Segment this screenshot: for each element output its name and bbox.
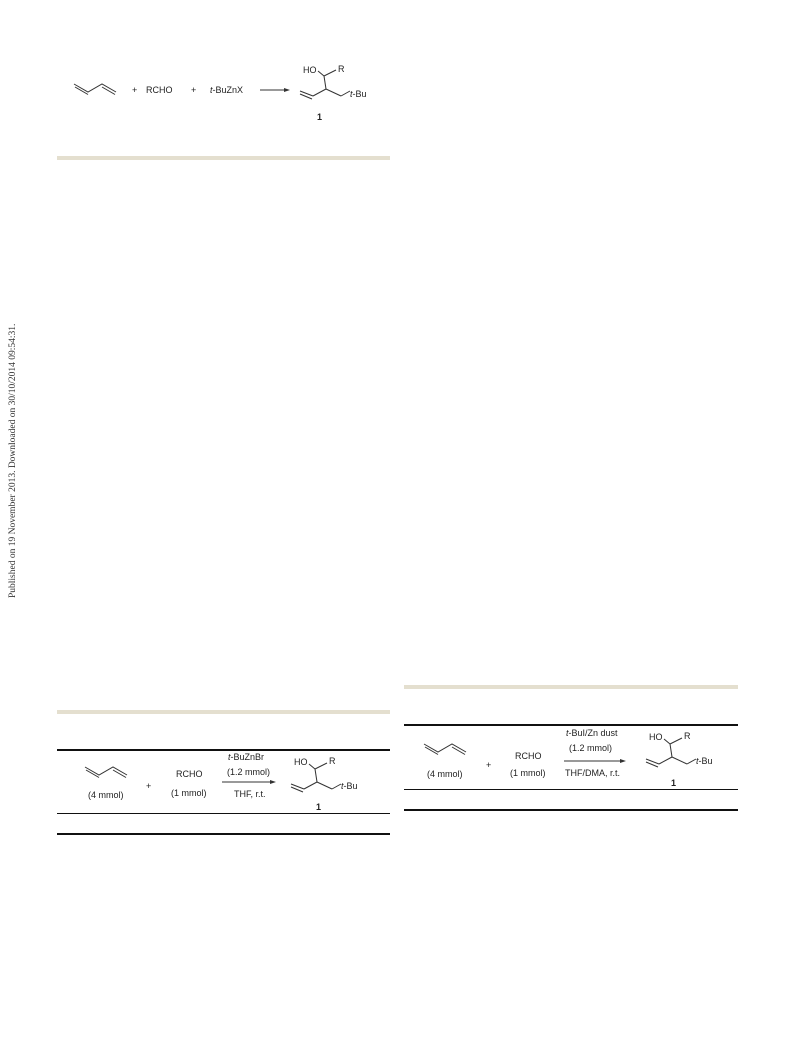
reaction-conditions: THF/DMA, r.t. (565, 768, 620, 778)
compound-number: 1 (671, 778, 677, 788)
butadiene-structure (74, 84, 116, 95)
compound-number: 1 (316, 802, 322, 811)
aldehyde-label: RCHO (515, 751, 542, 761)
aldehyde-label: RCHO (176, 769, 203, 779)
reaction-arrow (222, 780, 276, 784)
product-r-label: R (338, 64, 345, 74)
plus-sign: + (132, 85, 138, 95)
plus-sign: + (146, 781, 152, 791)
butadiene-structure (85, 767, 127, 778)
butadiene-structure (424, 744, 466, 755)
product-r-label: R (329, 756, 336, 766)
reaction-arrow (564, 759, 626, 763)
aldehyde-amount: (1 mmol) (510, 768, 546, 778)
reagent-amount: (1.2 mmol) (569, 743, 613, 753)
table-bottom-rule (404, 809, 738, 811)
aldehyde-label: RCHO (146, 85, 173, 95)
reaction-table-right-drawing (404, 726, 738, 788)
section-divider (57, 156, 390, 160)
zinc-reagent-label: t-BuI/Zn dust (566, 728, 618, 738)
diene-amount: (4 mmol) (88, 790, 124, 800)
publication-stamp: Published on 19 November 2013. Downloaded on 30/10/2014 09:54:31. (8, 323, 18, 598)
table-caption-divider (57, 710, 390, 714)
product-tbu-label: t-Bu (341, 781, 358, 791)
product-tbu-label: t-Bu (350, 89, 367, 99)
product-ho-label: HO (649, 732, 663, 742)
reaction-table-right (404, 726, 738, 788)
compound-number: 1 (317, 112, 323, 122)
reaction-arrow (260, 88, 290, 92)
reaction-table-left-drawing (57, 751, 390, 811)
reaction-conditions: THF, r.t. (234, 789, 266, 799)
product-1-structure (291, 763, 341, 792)
diene-amount: (4 mmol) (427, 769, 463, 779)
product-r-label: R (684, 731, 691, 741)
product-1-structure (646, 738, 696, 767)
table-header-rule (57, 813, 390, 814)
product-tbu-label: t-Bu (696, 756, 713, 766)
reaction-scheme-top-drawing (60, 55, 390, 135)
product-ho-label: HO (294, 757, 308, 767)
plus-sign: + (191, 85, 197, 95)
reaction-scheme-top (60, 55, 390, 135)
table-caption-divider (404, 685, 738, 689)
table-bottom-rule (57, 833, 390, 835)
plus-sign: + (486, 760, 492, 770)
reagent-amount: (1.2 mmol) (227, 767, 271, 777)
zinc-reagent-label: t-BuZnBr (228, 752, 265, 762)
reaction-table-left (57, 751, 390, 811)
product-ho-label: HO (303, 65, 317, 75)
table-header-rule (404, 789, 738, 790)
aldehyde-amount: (1 mmol) (171, 788, 207, 798)
zinc-reagent-label: t-BuZnX (210, 85, 244, 95)
